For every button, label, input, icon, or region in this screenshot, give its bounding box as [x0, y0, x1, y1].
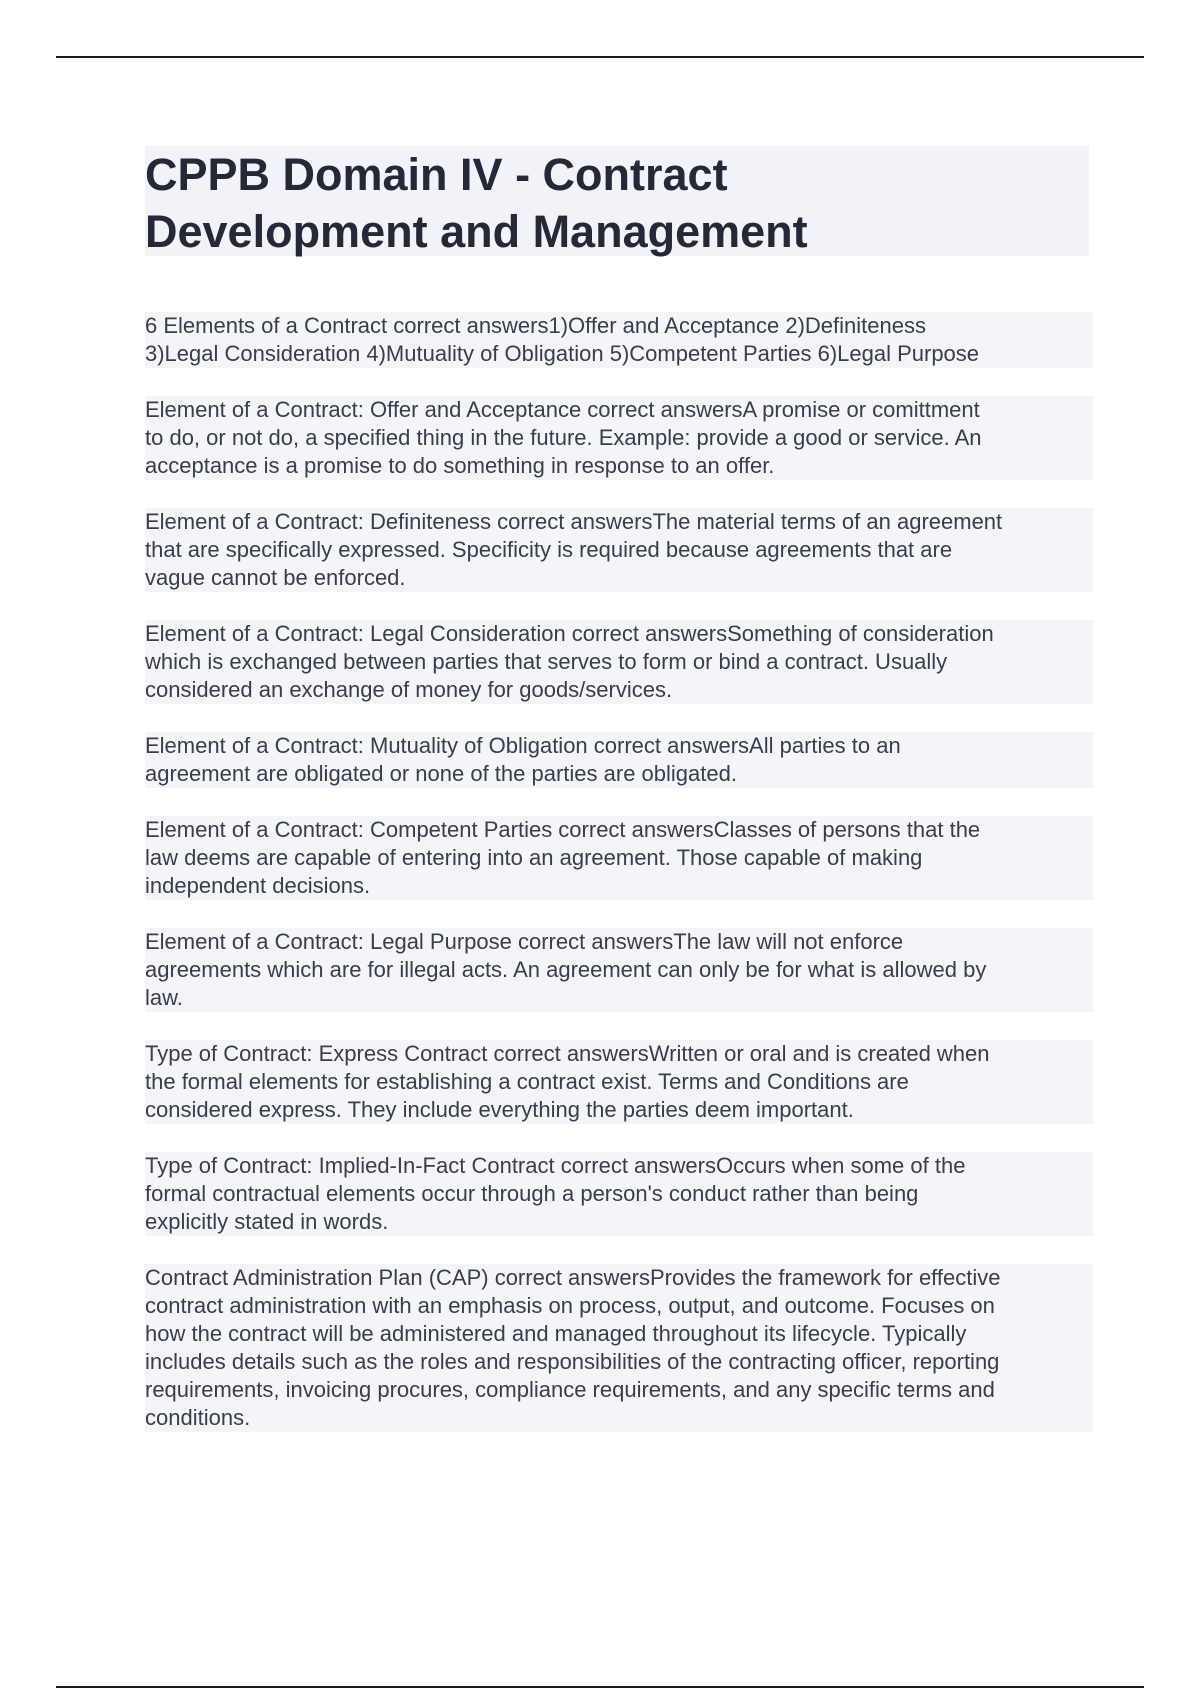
title-line: CPPB Domain IV - Contract: [145, 149, 728, 200]
entry-line: Element of a Contract: Legal Consideration correct answersSomething of consideration: [145, 620, 1093, 648]
entry-line: contract administration with an emphasis on process, output, and outcome. Focuses on: [145, 1292, 1093, 1320]
flashcard-entry: [145, 816, 1093, 900]
flashcard-entry: [145, 508, 1093, 592]
entry-line: requirements, invoicing procures, compliance requirements, and any specific terms and: [145, 1376, 1093, 1404]
entry-line: explicitly stated in words.: [145, 1208, 1093, 1236]
flashcard-list: [145, 312, 1093, 1460]
entry-line: that are specifically expressed. Specificity is required because agreements that are: [145, 536, 1093, 564]
entry-line: acceptance is a promise to do something in response to an offer.: [145, 452, 1093, 480]
top-divider: [56, 56, 1144, 58]
entry-line: which is exchanged between parties that serves to form or bind a contract. Usually: [145, 648, 1093, 676]
entry-line: Contract Administration Plan (CAP) correct answersProvides the framework for effective: [145, 1264, 1093, 1292]
title-line: Development and Management: [145, 206, 808, 257]
entry-line: Element of a Contract: Definiteness correct answersThe material terms of an agreement: [145, 508, 1093, 536]
entry-line: law deems are capable of entering into an agreement. Those capable of making: [145, 844, 1093, 872]
entry-line: 6 Elements of a Contract correct answers1)Offer and Acceptance 2)Definiteness: [145, 312, 1093, 340]
flashcard-entry: [145, 1264, 1093, 1432]
flashcard-entry: [145, 928, 1093, 1012]
flashcard-entry: [145, 312, 1093, 368]
flashcard-entry: [145, 396, 1093, 480]
entry-line: Type of Contract: Express Contract correct answersWritten or oral and is created when: [145, 1040, 1093, 1068]
flashcard-entry: [145, 620, 1093, 704]
entry-line: law.: [145, 984, 1093, 1012]
bottom-divider: [56, 1686, 1144, 1688]
entry-line: considered an exchange of money for goods/services.: [145, 676, 1093, 704]
entry-line: to do, or not do, a specified thing in the future. Example: provide a good or service. An: [145, 424, 1093, 452]
entry-line: how the contract will be administered and managed throughout its lifecycle. Typically: [145, 1320, 1093, 1348]
entry-line: formal contractual elements occur through a person's conduct rather than being: [145, 1180, 1093, 1208]
entry-line: agreement are obligated or none of the parties are obligated.: [145, 760, 1093, 788]
entry-line: Type of Contract: Implied-In-Fact Contract correct answersOccurs when some of the: [145, 1152, 1093, 1180]
entry-line: the formal elements for establishing a contract exist. Terms and Conditions are: [145, 1068, 1093, 1096]
entry-line: vague cannot be enforced.: [145, 564, 1093, 592]
flashcard-entry: [145, 732, 1093, 788]
flashcard-entry: [145, 1152, 1093, 1236]
title-block: [145, 146, 1089, 256]
entry-line: Element of a Contract: Offer and Acceptance correct answersA promise or comittment: [145, 396, 1093, 424]
entry-line: agreements which are for illegal acts. An agreement can only be for what is allowed by: [145, 956, 1093, 984]
entry-line: includes details such as the roles and responsibilities of the contracting officer, reporting: [145, 1348, 1093, 1376]
entry-line: Element of a Contract: Legal Purpose correct answersThe law will not enforce: [145, 928, 1093, 956]
entry-line: Element of a Contract: Competent Parties correct answersClasses of persons that the: [145, 816, 1093, 844]
entry-line: independent decisions.: [145, 872, 1093, 900]
entry-line: 3)Legal Consideration 4)Mutuality of Obligation 5)Competent Parties 6)Legal Purpose: [145, 340, 1093, 368]
entry-line: Element of a Contract: Mutuality of Obligation correct answersAll parties to an: [145, 732, 1093, 760]
entry-line: conditions.: [145, 1404, 1093, 1432]
flashcard-entry: [145, 1040, 1093, 1124]
entry-line: considered express. They include everything the parties deem important.: [145, 1096, 1093, 1124]
page-title: [145, 146, 1089, 260]
